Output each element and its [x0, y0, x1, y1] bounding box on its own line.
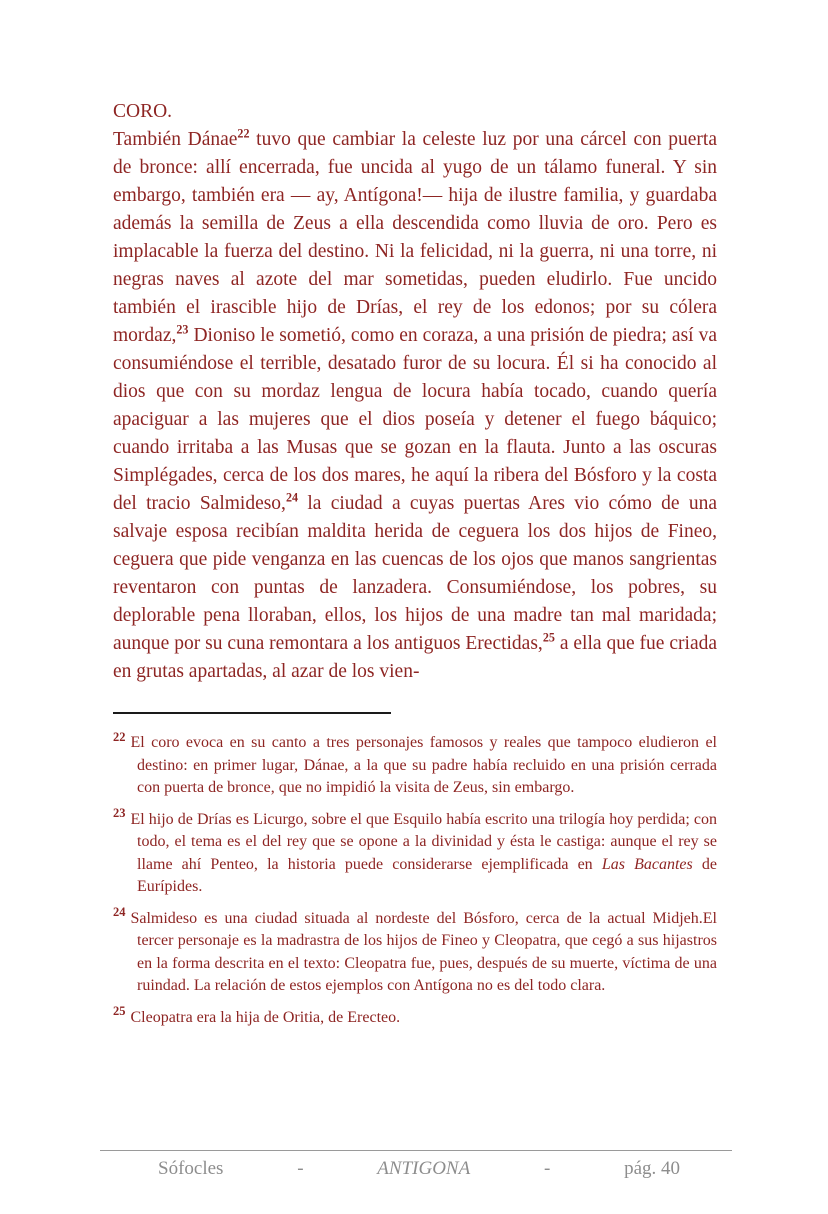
footnote-separator — [113, 712, 391, 714]
footnote-text: El coro evoca en su canto a tres personajes famosos y reales que tampoco eludieron el destino: en primer lugar, Dánae, a la que su padre había recluido en una prisión cerrada con puerta de bronce, que no impidió la visita de Zeus, sin embargo. — [130, 734, 717, 796]
footnote-22 — [113, 729, 717, 800]
footnote-italic-title: Las Bacantes — [601, 855, 693, 873]
footer-page-number: pág. 40 — [624, 1158, 680, 1179]
footer-row — [100, 1151, 732, 1180]
paragraph-segment: tuvo que cambiar la celeste luz por una cárcel con puerta de bronce: allí encerrada, fue uncida al yugo de un tálamo funeral. Y sin embargo, también era — ay, Antígona!— hija de ilustre familia, y guardaba además la semilla de Zeus a ella descendida como lluvia de oro. Pero es implacable la fuerza del destino. Ni la felicidad, ni la guerra, ni una torre, ni negras naves al azote del mar sometidas, pueden eludirlo. Fue uncido también el irascible hijo de Drías, el rey de los edonos; por su cólera mordaz, — [113, 129, 717, 346]
footnote-23 — [113, 806, 717, 899]
footnote-ref-25: 25 — [542, 630, 555, 645]
paragraph-segment: Dioniso le sometió, como en coraza, a una prisión de piedra; así va consumiéndose el terrible, desatado furor de su locura. Él si ha conocido al dios que con su mordaz lengua de locura había tocado, cuando quería apaciguar a las mujeres que el dios poseía y detener el fuego báquico; cuando irritaba a las Musas que se gozan en la flauta. Junto a las oscuras Simplégades, cerca de los dos mares, he aquí la ribera del Bósforo y la costa del tracio Salmideso, — [113, 325, 717, 514]
footnote-text: El hijo de Drías es Licurgo, sobre el que Esquilo había escrito una trilogía hoy perdida; con todo, el tema es el del rey que se opone a la divinidad y ésta le castiga: aunque el rey se llame ahí Penteo, la historia puede considerarse ejemplificada en — [130, 810, 717, 873]
footnote-text: de Eurípides. — [137, 855, 717, 895]
paragraph-segment: También Dánae — [113, 129, 238, 150]
footnote-number: 25 — [113, 1004, 126, 1019]
footnote-number: 23 — [113, 806, 126, 821]
footnote-24 — [113, 905, 717, 998]
main-paragraph — [113, 126, 717, 686]
footnote-ref-24: 24 — [285, 490, 299, 505]
footnotes-section — [113, 729, 717, 1029]
footer-author: Sófocles — [158, 1158, 224, 1179]
footnote-25 — [113, 1004, 717, 1030]
footnote-text: Cleopatra era la hija de Oritia, de Erecteo. — [130, 1008, 401, 1026]
paragraph-segment: la ciudad a cuyas puertas Ares vio cómo de una salvaje esposa recibían maldita herida de ceguera los dos hijos de Fineo, ceguera que pide venganza en las cuencas de los ojos que manos sangrientas reventaron con puntas de lanzadera. Consumiéndose, los pobres, su deplorable pena lloraban, ellos, los hijos de una madre tan mal maridada; aunque por su cuna remontara a los antiguos Erectidas, — [113, 493, 717, 654]
footnote-text: Salmideso es una ciudad situada al nordeste del Bósforo, cerca de la actual Midjeh.El tercer personaje es la madrastra de los hijos de Fineo y Cleopatra, que cegó a sus hijastros en la forma descrita en el texto: Cleopatra fue, pues, después de su muerte, víctima de una ruindad. La relación de estos ejemplos con Antígona no es del todo clara. — [130, 909, 717, 994]
footnote-number: 22 — [113, 729, 126, 744]
footnote-ref-22: 22 — [237, 126, 250, 141]
footer-dash: - — [543, 1158, 551, 1179]
footnote-ref-23: 23 — [176, 322, 189, 337]
footer-title: ANTIGONA — [377, 1158, 471, 1179]
page-footer — [100, 1150, 732, 1180]
page-content — [113, 98, 717, 1038]
footer-dash: - — [297, 1158, 304, 1179]
page-heading: CORO. — [113, 101, 173, 122]
paragraph-segment: a ella que fue criada en grutas apartadas, al azar de los vien- — [113, 633, 717, 682]
footnote-number: 24 — [113, 905, 126, 920]
